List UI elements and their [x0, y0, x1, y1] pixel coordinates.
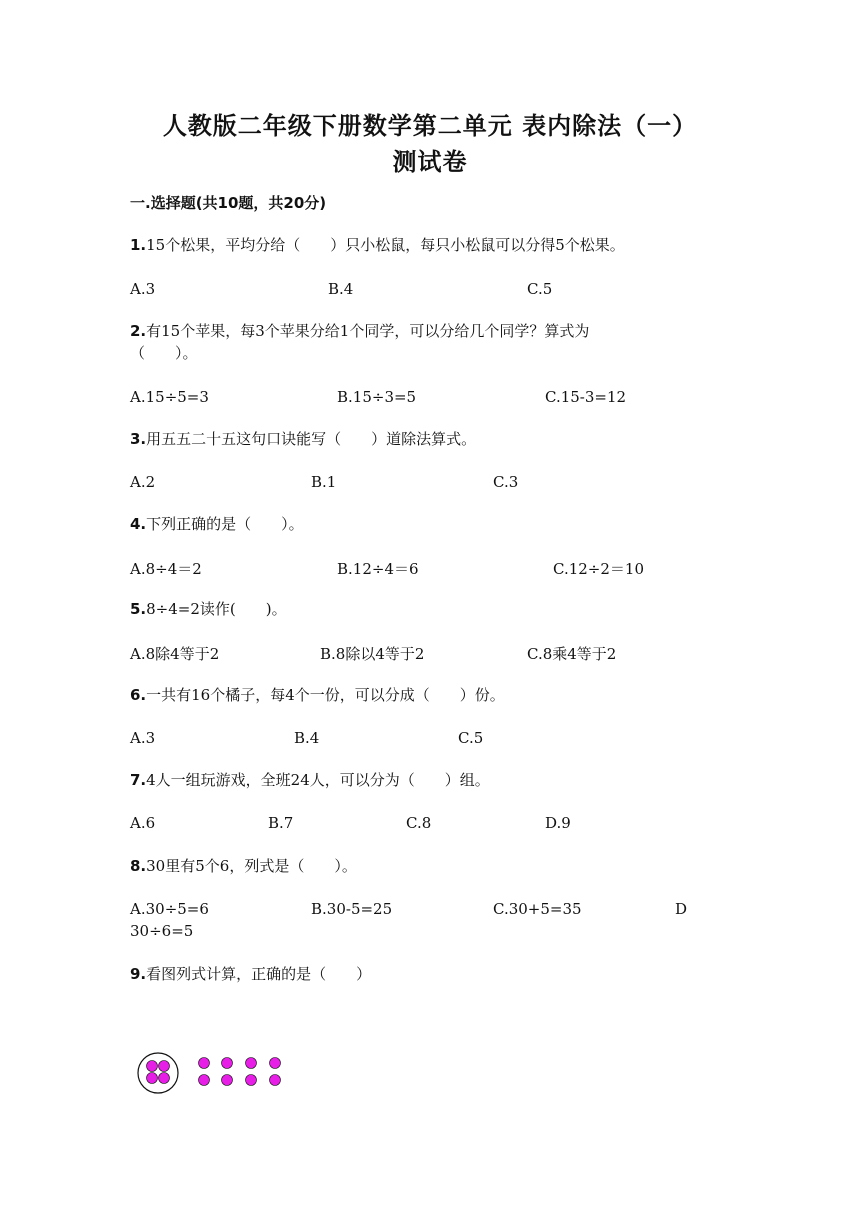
- question-number: 4.: [130, 515, 147, 533]
- dot: [222, 1058, 233, 1069]
- question-number: 3.: [130, 430, 147, 448]
- question-text: 看图列式计算，正确的是（ ）: [146, 965, 372, 983]
- q7-option-b: B.7: [268, 814, 294, 832]
- question-4: [130, 513, 304, 535]
- question-6: [130, 684, 505, 706]
- question-text: 有15个苹果，每3个苹果分给1个同学，可以分给几个同学？算式为: [146, 322, 590, 340]
- dot: [270, 1058, 281, 1069]
- q4-option-c: C.12÷2＝10: [553, 560, 644, 578]
- question-text: 用五五二十五这句口诀能写（ ）道除法算式。: [146, 430, 477, 448]
- dot: [199, 1058, 210, 1069]
- question-number: 5.: [130, 600, 147, 618]
- dot: [222, 1075, 233, 1086]
- q5-option-c: C.8乘4等于2: [527, 645, 617, 663]
- question-8: [130, 855, 357, 877]
- q6-option-c: C.5: [458, 729, 484, 747]
- dot: [159, 1061, 170, 1072]
- q7-option-a: A.6: [130, 814, 156, 832]
- q4-option-a: A.8÷4＝2: [130, 560, 202, 578]
- question-text-continued: （ ）。: [130, 344, 198, 362]
- q8-option-a: A.30÷5=6: [130, 900, 209, 918]
- q7-option-d: D.9: [545, 814, 571, 832]
- section-heading: 一.选择题(共10题，共20分): [130, 194, 327, 212]
- question-text: 一共有16个橘子，每4个一份，可以分成（ ）份。: [146, 686, 505, 704]
- q4-option-b: B.12÷4＝6: [337, 560, 419, 578]
- q3-option-b: B.1: [311, 473, 337, 491]
- loose-dot-group: [199, 1058, 281, 1086]
- question-number: 6.: [130, 686, 147, 704]
- question-number: 7.: [130, 771, 147, 789]
- dot: [147, 1073, 158, 1084]
- question-3: [130, 428, 476, 450]
- question-2: [130, 320, 589, 364]
- q6-option-b: B.4: [294, 729, 320, 747]
- question-text: 4人一组玩游戏，全班24人，可以分为（ ）组。: [146, 771, 490, 789]
- q3-option-a: A.2: [130, 473, 156, 491]
- page-subtitle: 测试卷: [392, 148, 468, 176]
- question-number: 2.: [130, 322, 147, 340]
- question-number: 8.: [130, 857, 147, 875]
- q8-option-d-expression: 30÷6=5: [130, 922, 194, 940]
- q1-option-a: A.3: [130, 280, 156, 298]
- question-5: [130, 598, 287, 620]
- dot: [270, 1075, 281, 1086]
- q2-option-a: A.15÷5=3: [130, 388, 209, 406]
- q6-option-a: A.3: [130, 729, 156, 747]
- q5-option-b: B.8除以4等于2: [320, 645, 425, 663]
- dot: [246, 1075, 257, 1086]
- q2-option-c: C.15-3=12: [545, 388, 627, 406]
- dot: [246, 1058, 257, 1069]
- page-title: 人教版二年级下册数学第二单元 表内除法（一）: [162, 112, 698, 140]
- question-text: 30里有5个6，列式是（ ）。: [146, 857, 357, 875]
- dots-figure: [130, 1045, 300, 1101]
- dot: [147, 1061, 158, 1072]
- question-number: 1.: [130, 236, 147, 254]
- q8-option-b: B.30-5=25: [311, 900, 393, 918]
- question-text: 15个松果，平均分给（ ）只小松鼠，每只小松鼠可以分得5个松果。: [146, 236, 625, 254]
- q7-option-c: C.8: [406, 814, 432, 832]
- question-7: [130, 769, 490, 791]
- dot: [199, 1075, 210, 1086]
- question-1: [130, 234, 625, 256]
- group-circle: [138, 1053, 178, 1093]
- q2-option-b: B.15÷3=5: [337, 388, 417, 406]
- q5-option-a: A.8除4等于2: [130, 645, 220, 663]
- question-text: 8÷4=2读作( )。: [146, 600, 287, 618]
- q1-option-c: C.5: [527, 280, 553, 298]
- circled-dot-group: [147, 1061, 170, 1084]
- question-9: [130, 963, 371, 985]
- dot: [159, 1073, 170, 1084]
- q3-option-c: C.3: [493, 473, 519, 491]
- question-text: 下列正确的是（ ）。: [146, 515, 304, 533]
- q1-option-b: B.4: [328, 280, 354, 298]
- question-number: 9.: [130, 965, 147, 983]
- q8-option-c: C.30+5=35: [493, 900, 582, 918]
- q8-option-d: D: [675, 900, 688, 918]
